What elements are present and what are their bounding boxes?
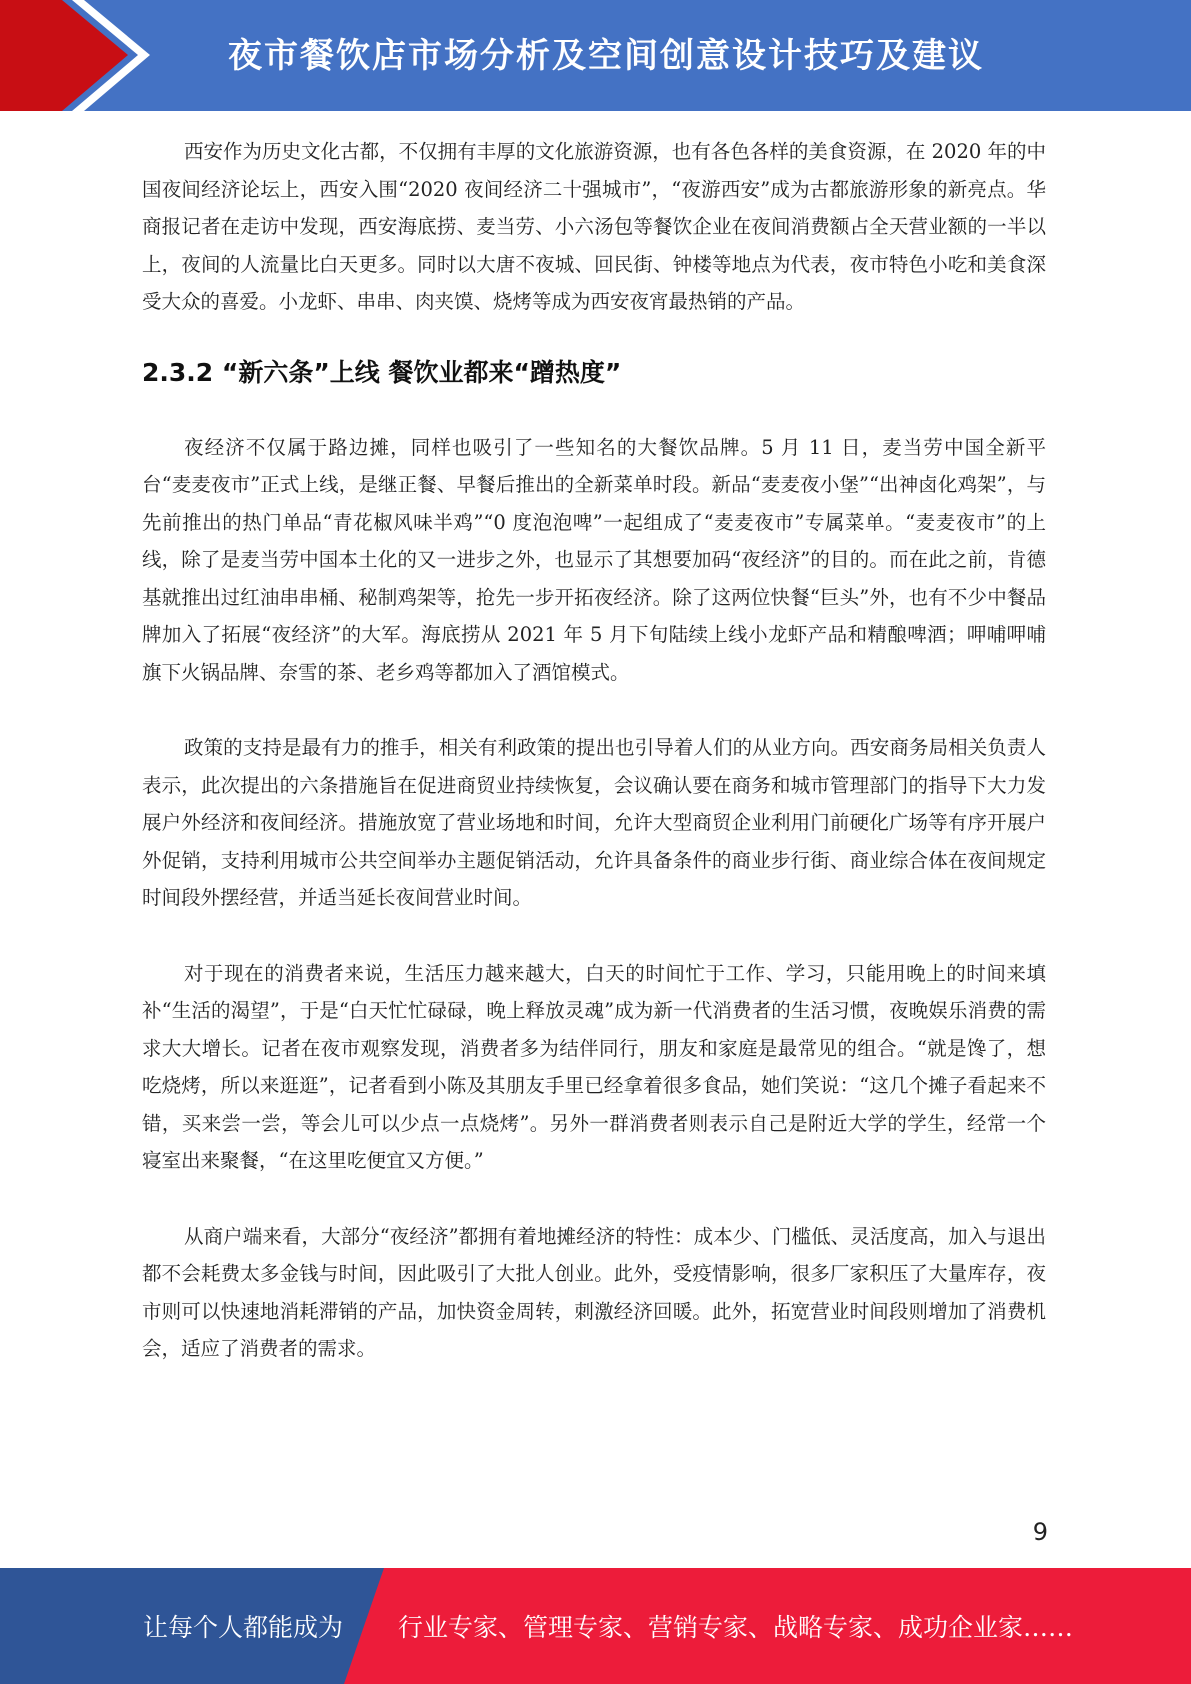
paragraph-xian-night-food: 西安作为历史文化古都，不仅拥有丰厚的文化旅游资源，也有各色各样的美食资源，在 2020 年的中国夜间经济论坛上，西安入围“2020 夜间经济二十强城市”，“夜游西安”成为古都旅游形象的新亮点。华商报记者在走访中发现，西安海底捞、麦当劳、小六汤包等餐饮企业在夜间消费额占全天营业额的一半以上，夜间的人流量比白天更多。同时以大唐不夜城、回民街、钟楼等地点为代表，夜市特色小吃和美食深受大众的喜爱。小龙虾、串串、肉夹馍、烧烤等成为西安夜宵最热销的产品。 [142, 140, 1046, 313]
section-heading-2-3-2: 2.3.2 “新六条”上线 餐饮业都来“蹭热度” [142, 357, 622, 387]
footer-slogan-right: 行业专家、管理专家、营销专家、战略专家、成功企业家…… [398, 1613, 1074, 1642]
page-header [0, 0, 1191, 111]
footer-slogan-left: 让每个人都能成为 [143, 1613, 344, 1642]
paragraph-merchant-perspective: 从商户端来看，大部分“夜经济”都拥有着地摊经济的特性：成本少、门槛低、灵活度高，加入与退出都不会耗费太多金钱与时间，因此吸引了大批人创业。此外，受疫情影响，很多厂家积压了大量库存，夜市则可以快速地消耗滞销的产品，加快资金周转，刺激经济回暖。此外，拓宽营业时间段则增加了消费机会，适应了消费者的需求。 [142, 1224, 1046, 1360]
page-number: 9 [1032, 1518, 1048, 1546]
paragraph-policy-support: 政策的支持是最有力的推手，相关有利政策的提出也引导着人们的从业方向。西安商务局相关负责人表示，此次提出的六条措施旨在促进商贸业持续恢复，会议确认要在商务和城市管理部门的指导下大力发展户外经济和夜间经济。措施放宽了营业场地和时间，允许大型商贸企业利用门前硬化广场等有序开展户外促销，支持利用城市公共空间举办主题促销活动，允许具备条件的商业步行街、商业综合体在夜间规定时间段外摆经营，并适当延长夜间营业时间。 [142, 736, 1046, 909]
paragraph-consumer-habits: 对于现在的消费者来说，生活压力越来越大，白天的时间忙于工作、学习，只能用晚上的时间来填补“生活的渴望”，于是“白天忙忙碌碌，晚上释放灵魂”成为新一代消费者的生活习惯，夜晚娱乐消费的需求大大增长。记者在夜市观察发现，消费者多为结伴同行，朋友和家庭是最常见的组合。“就是馋了，想吃烧烤，所以来逛逛”，记者看到小陈及其朋友手里已经拿着很多食品，她们笑说：“这几个摊子看起来不错，买来尝一尝，等会儿可以少点一点烧烤”。另外一群消费者则表示自己是附近大学的学生，经常一个寝室出来聚餐，“在这里吃便宜又方便。” [142, 961, 1046, 1172]
header-red-arrow [0, 0, 128, 111]
paragraph-brand-night-economy: 夜经济不仅属于路边摊，同样也吸引了一些知名的大餐饮品牌。5 月 11 日，麦当劳中国全新平台“麦麦夜市”正式上线，是继正餐、早餐后推出的全新菜单时段。新品“麦麦夜小堡”“出神卤化鸡架”，与先前推出的热门单品“青花椒风味半鸡”“0 度泡泡啤”一起组成了“麦麦夜市”专属菜单。“麦麦夜市”的上线，除了是麦当劳中国本土化的又一进步之外，也显示了其想要加码“夜经济”的目的。而在此之前，肯德基就推出过红油串串桶、秘制鸡架等，抢先一步开拓夜经济。除了这两位快餐“巨头”外，也有不少中餐品牌加入了拓展“夜经济”的大军。海底捞从 2021 年 5 月下旬陆续上线小龙虾产品和精酿啤酒；呷哺呷哺旗下火锅品牌、奈雪的茶、老乡鸡等都加入了酒馆模式。 [142, 435, 1046, 684]
document-title: 夜市餐饮店市场分析及空间创意设计技巧及建议 [228, 36, 984, 76]
main-content [142, 133, 1046, 1368]
page-footer [0, 1568, 1191, 1684]
